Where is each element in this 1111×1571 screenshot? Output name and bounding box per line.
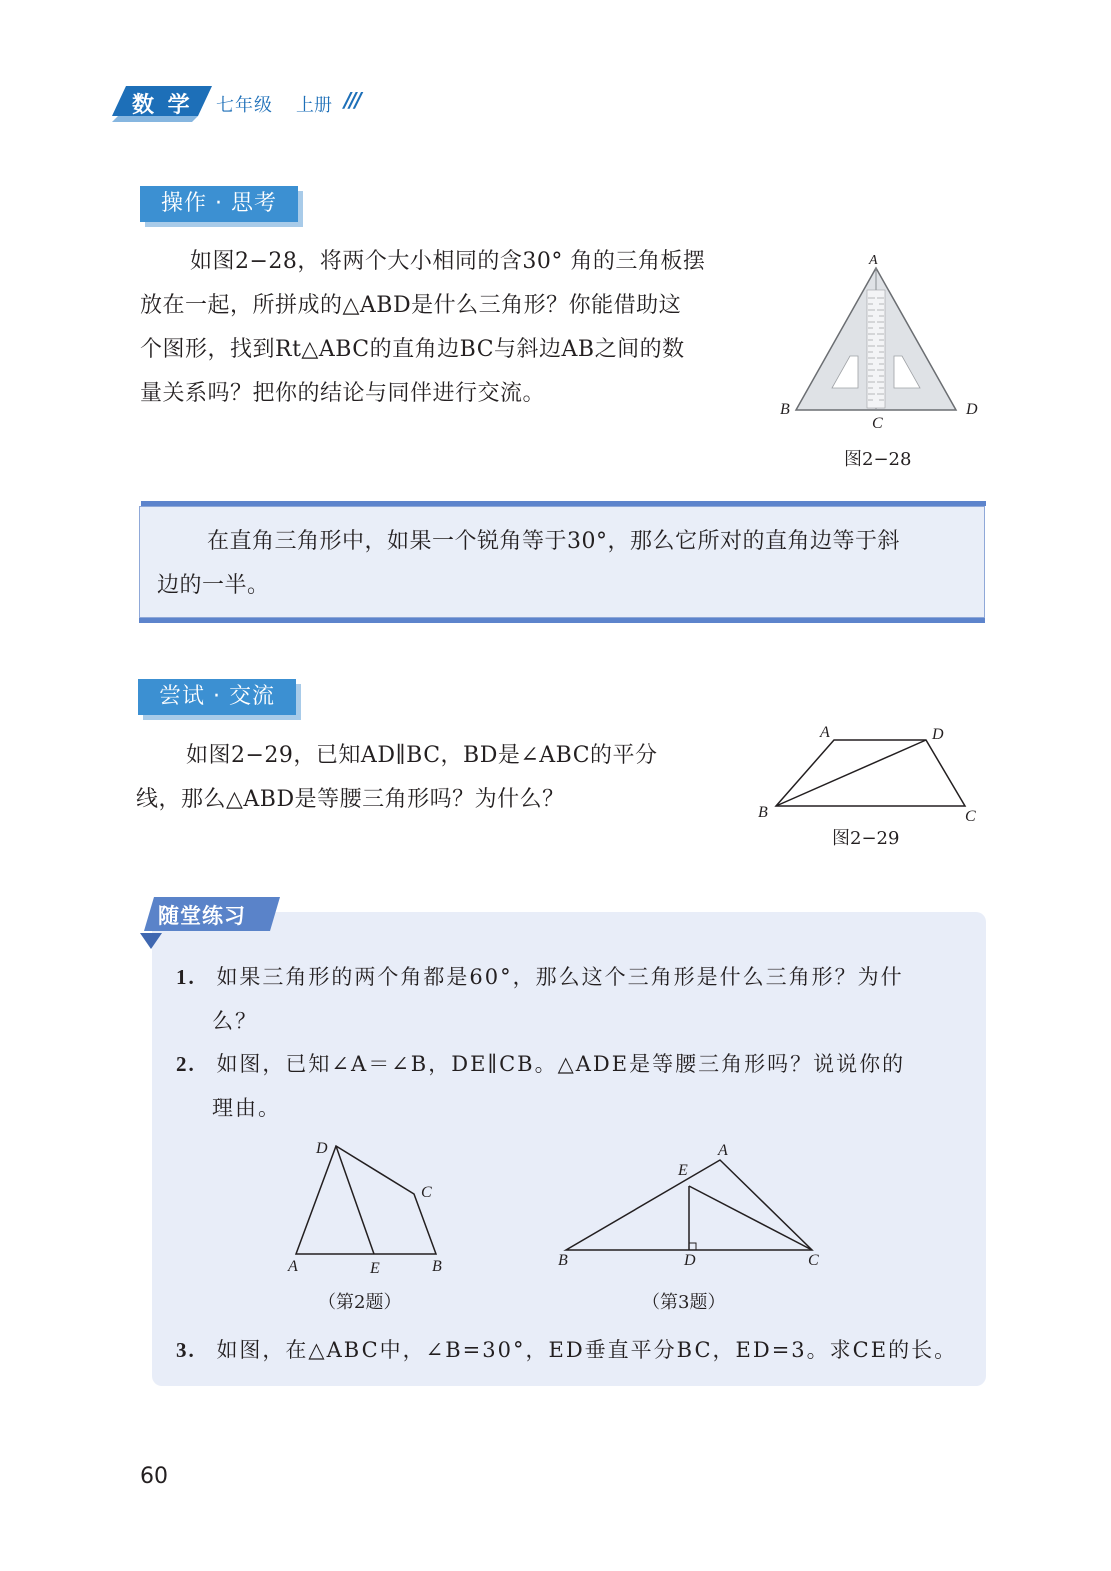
label-b: B — [780, 401, 790, 418]
label-a: A — [869, 253, 878, 268]
figure-2-28-triangle-rulers — [776, 250, 986, 430]
question-number: 3. — [176, 1338, 196, 1362]
section-tag-label: 操作 · 思考 — [161, 191, 277, 216]
figure-2-29-trapezoid — [760, 730, 980, 820]
ruler-scale — [867, 290, 885, 408]
label-b: B — [432, 1258, 442, 1275]
figure-caption: （第2题） — [318, 1292, 402, 1313]
label-d: D — [932, 726, 944, 743]
quadrilateral-dabc — [296, 1146, 436, 1254]
paragraph-line: 线，那么△ABD是等腰三角形吗？为什么？ — [136, 787, 565, 812]
question-number: 2. — [176, 1052, 196, 1076]
figure-question-2 — [280, 1138, 460, 1268]
header-slashes: /// — [344, 88, 360, 112]
label-c: C — [421, 1184, 432, 1201]
label-b: B — [758, 804, 768, 821]
theorem-line: 边的一半。 — [157, 573, 270, 598]
header-subject: 数 学 — [132, 93, 193, 118]
section2-paragraph — [136, 734, 658, 822]
paragraph-line: 个图形，找到Rt△ABC的直角边BC与斜边AB之间的数 — [140, 337, 685, 362]
paragraph-line: 放在一起，所拼成的△ABD是什么三角形？你能借助这 — [140, 293, 682, 318]
section-tag-label: 尝试 · 交流 — [159, 684, 275, 709]
figure-caption: 图2−29 — [832, 828, 900, 849]
label-a: A — [820, 724, 830, 741]
question-1-cont: 么？ — [212, 1009, 258, 1033]
question-2-cont: 理由。 — [212, 1096, 281, 1120]
label-a: A — [718, 1142, 728, 1159]
question-1 — [176, 955, 904, 999]
section-tag-operate-think — [140, 186, 298, 222]
practice-title: 随堂练习 — [158, 904, 246, 928]
section1-paragraph — [140, 240, 705, 416]
header-grade: 七年级 — [216, 95, 273, 116]
question-2 — [176, 1042, 905, 1086]
theorem-text — [157, 520, 900, 608]
segment-ec — [689, 1186, 812, 1250]
label-d: D — [316, 1140, 328, 1157]
figure-question-3 — [556, 1148, 826, 1260]
figure-caption: （第3题） — [642, 1292, 726, 1313]
question-3 — [176, 1328, 957, 1372]
paragraph-line: 如图2−28，将两个大小相同的含30° 角的三角板摆 — [190, 249, 706, 274]
question-text: 如果三角形的两个角都是60°，那么这个三角形是什么三角形？为什 — [216, 965, 904, 989]
paragraph-line: 量关系吗？把你的结论与同伴进行交流。 — [140, 381, 546, 406]
question-text: 如图，在△ABC中，∠B=30°，ED垂直平分BC，ED=3。求CE的长。 — [216, 1338, 958, 1362]
theorem-bottom-bar — [139, 618, 985, 623]
label-b: B — [558, 1252, 568, 1269]
theorem-line: 在直角三角形中，如果一个锐角等于30°，那么它所对的直角边等于斜 — [207, 529, 900, 554]
section-tag-try-exchange — [138, 679, 296, 715]
question-text: 如图，已知∠A＝∠B，DE∥CB。△ADE是等腰三角形吗？说说你的 — [216, 1052, 906, 1076]
figure-caption: 图2−28 — [844, 449, 912, 470]
label-e: E — [370, 1260, 380, 1277]
right-angle-mark — [689, 1243, 696, 1250]
paragraph-line: 如图2−29，已知AD∥BC，BD是∠ABC的平分 — [186, 743, 658, 768]
header-volume: 上册 — [296, 95, 332, 116]
segment-de — [336, 1146, 374, 1254]
label-e: E — [678, 1162, 688, 1179]
segment-bd — [776, 740, 926, 806]
trapezoid-abcd — [776, 740, 965, 806]
label-c: C — [965, 808, 976, 825]
label-a: A — [288, 1258, 298, 1275]
label-d: D — [966, 401, 978, 418]
label-c: C — [808, 1252, 819, 1269]
label-d: D — [684, 1252, 696, 1269]
page-number: 60 — [140, 1464, 168, 1489]
label-c: C — [872, 415, 883, 432]
question-number: 1. — [176, 965, 196, 989]
